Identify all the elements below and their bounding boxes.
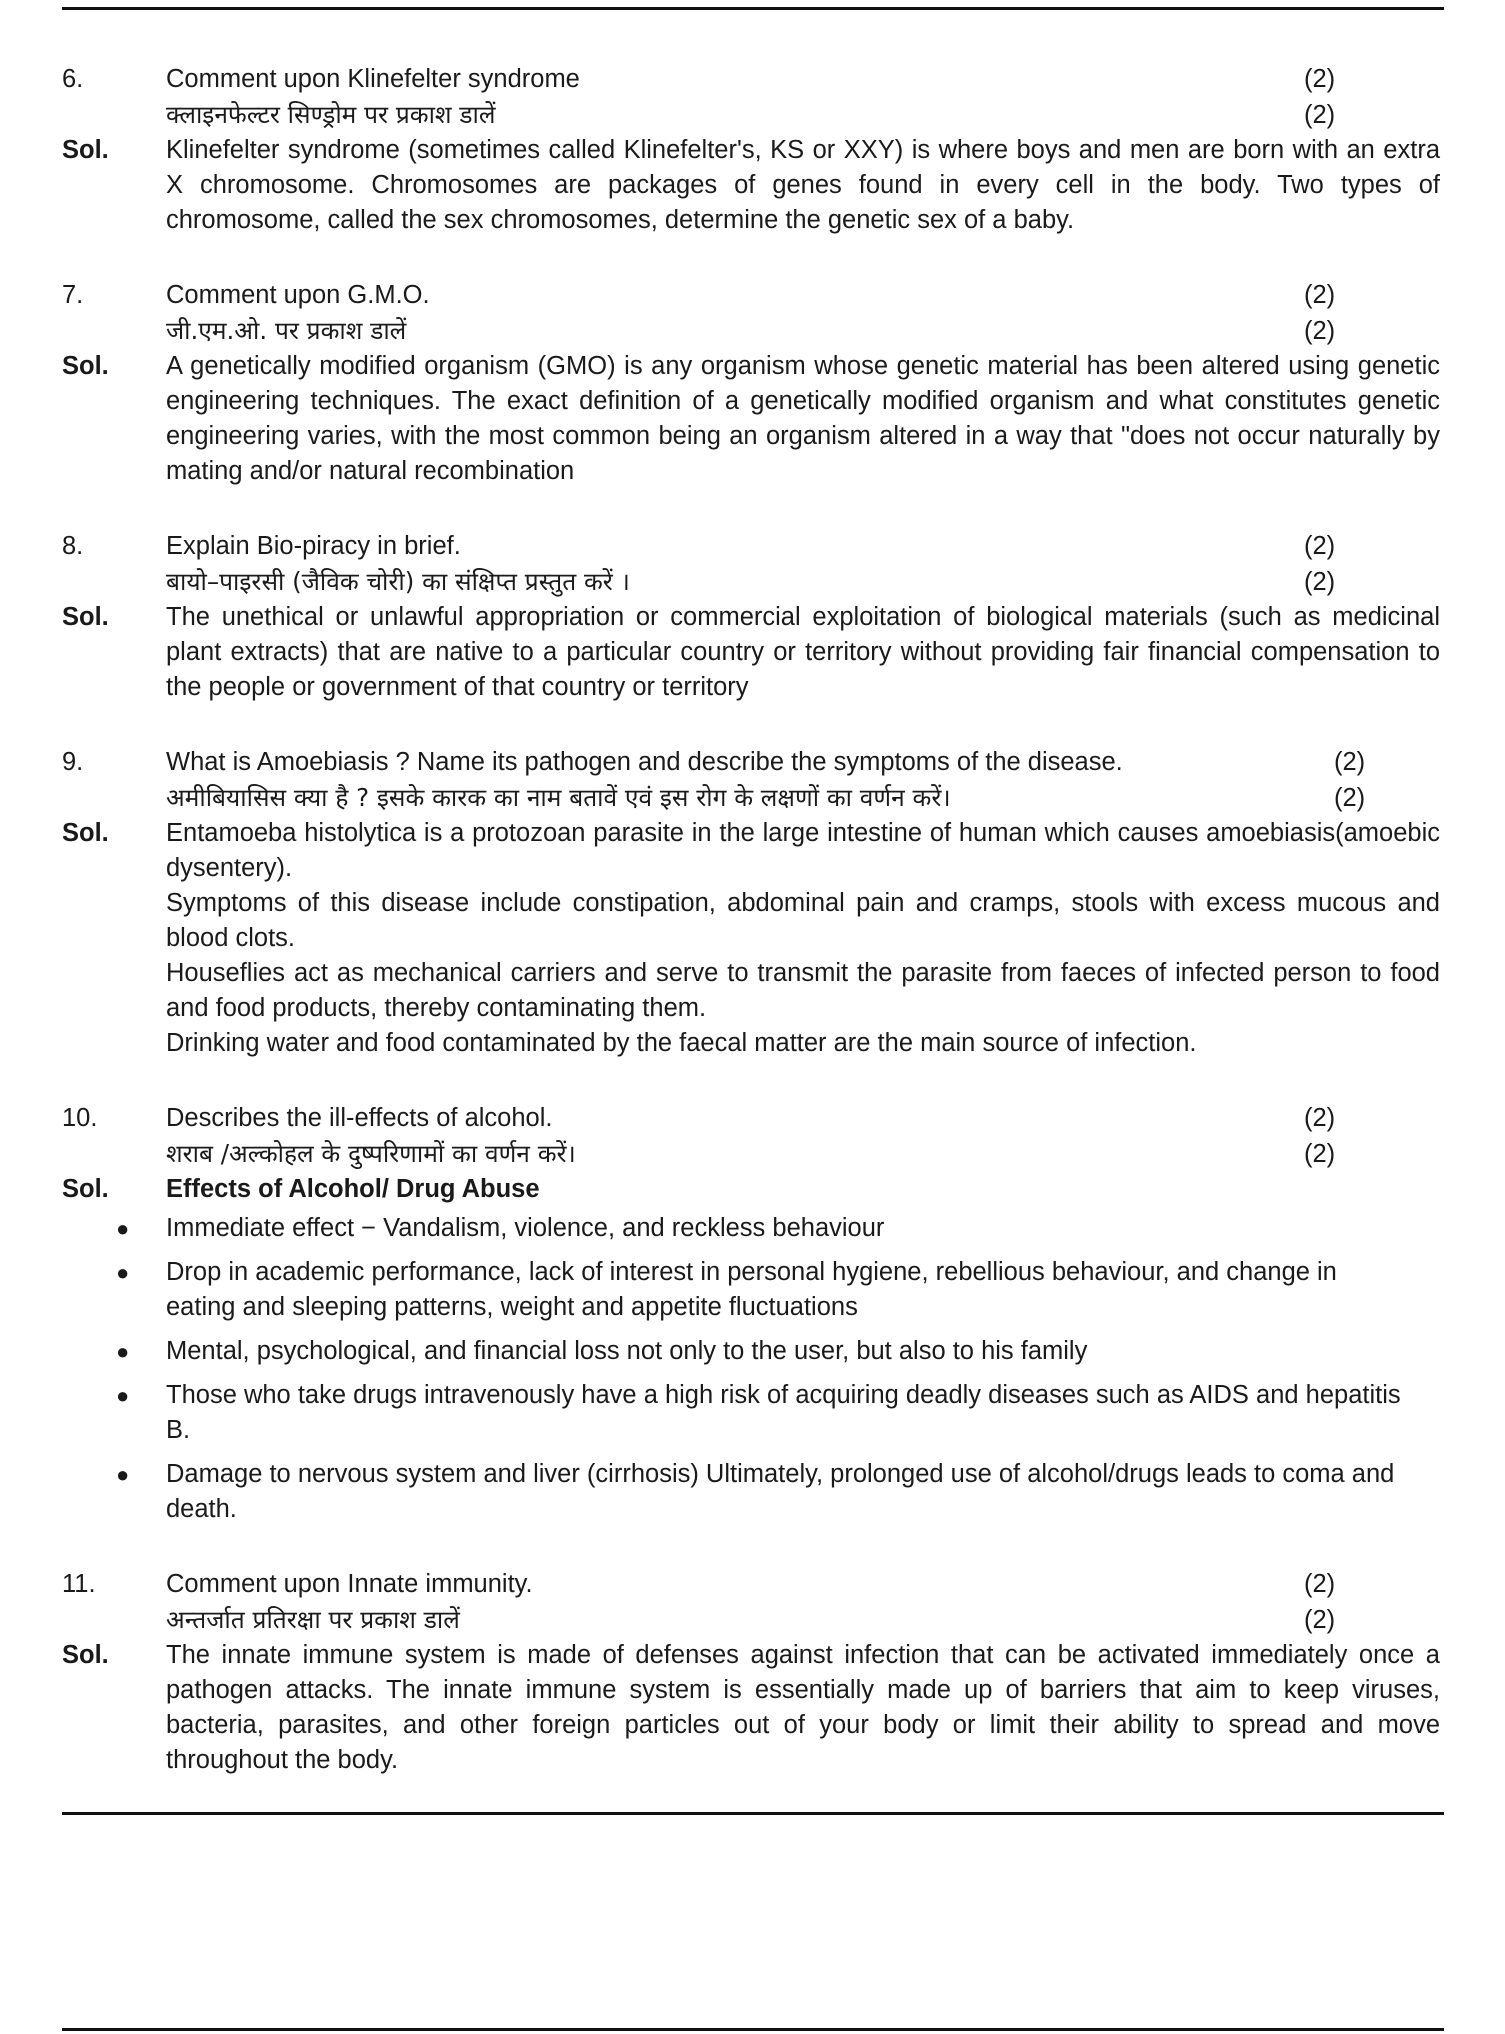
bullet-icon: ●: [116, 1462, 130, 1487]
question-10: [62, 1101, 1442, 1527]
solution-label: Sol.: [62, 352, 109, 380]
question-marks: (2): [1304, 65, 1336, 93]
list-item: ● Damage to nervous system and liver (cirrhosis) Ultimately, prolonged use of alcohol/drugs leads to coma and death.: [62, 1457, 1442, 1527]
question-text-hi: क्लाइनफेल्टर सिण्ड्रोम पर प्रकाश डालें: [166, 100, 496, 129]
solution-label: Sol.: [62, 819, 109, 847]
question-number: 10.: [62, 1104, 98, 1132]
solution-label: Sol.: [62, 1175, 109, 1203]
list-item: ● Immediate effect − Vandalism, violence, and reckless behaviour: [62, 1211, 1442, 1246]
question-text-en: Comment upon Klinefelter syndrome: [166, 65, 580, 93]
solution-body: [166, 1638, 1442, 1778]
solution-paragraph: Klinefelter syndrome (sometimes called Klinefelter's, KS or XXY) is where boys and men are born with an extra X chromosome. Chromosomes are packages of genes found in every cell in the body. Two types of chromosome, called the sex chromosomes, determine the genetic sex of a baby.: [166, 136, 1440, 234]
question-text-hi: अन्तर्जात प्रतिरक्षा पर प्रकाश डालें: [166, 1605, 460, 1634]
question-11: [62, 1567, 1442, 1778]
question-list: [62, 62, 1442, 1818]
question-number: 9.: [62, 748, 84, 776]
question-text-en: Comment upon Innate immunity.: [166, 1570, 533, 1598]
question-number: 8.: [62, 532, 84, 560]
question-6: [62, 62, 1442, 238]
solution-paragraph: Drinking water and food contaminated by the faecal matter are the main source of infection.: [166, 1029, 1197, 1057]
bullet-icon: ●: [116, 1260, 130, 1285]
solution-paragraph: The innate immune system is made of defenses against infection that can be activated immediately once a pathogen attacks. The innate immune system is essentially made up of barriers that aim to keep viruses, bacteria, parasites, and other foreign particles out of your body or limit their ability to spread and move throughout the body.: [166, 1641, 1440, 1774]
question-7: [62, 278, 1442, 489]
question-marks-hi: (2): [1304, 568, 1336, 596]
solution-body: [166, 1172, 1442, 1207]
question-marks-hi: (2): [1304, 1140, 1336, 1168]
question-text-en: Describes the ill-effects of alcohol.: [166, 1104, 553, 1132]
solution-heading: Effects of Alcohol/ Drug Abuse: [166, 1175, 540, 1203]
list-item: ● Those who take drugs intravenously have a high risk of acquiring deadly diseases such as AIDS and hepatitis B.: [62, 1378, 1442, 1448]
bullet-icon: ●: [116, 1216, 130, 1241]
solution-body: [166, 816, 1442, 1061]
question-text-en: Comment upon G.M.O.: [166, 281, 430, 309]
question-marks: (2): [1304, 281, 1336, 309]
bullet-icon: ●: [116, 1383, 130, 1408]
bottom-rule: [62, 2028, 1444, 2031]
question-marks-hi: (2): [1334, 784, 1366, 812]
bullet-icon: ●: [116, 1339, 130, 1364]
list-item: ● Drop in academic performance, lack of interest in personal hygiene, rebellious behaviour, and change in eating and sleeping patterns, weight and appetite fluctuations: [62, 1255, 1442, 1325]
solution-label: Sol.: [62, 136, 109, 164]
question-9: [62, 745, 1442, 1061]
question-marks: (2): [1304, 1104, 1336, 1132]
question-text-en: Explain Bio-piracy in brief.: [166, 532, 461, 560]
question-text-hi: बायो–पाइरसी (जैविक चोरी) का संक्षिप्त प्रस्तुत करें ।: [166, 567, 630, 596]
solution-paragraph: Houseflies act as mechanical carriers and serve to transmit the parasite from faeces of infected person to food and food products, thereby contaminating them.: [166, 959, 1440, 1022]
question-marks: (2): [1304, 532, 1336, 560]
solution-body: [166, 349, 1442, 489]
question-number: 7.: [62, 281, 84, 309]
question-marks: (2): [1304, 1570, 1336, 1598]
solution-paragraph: The unethical or unlawful appropriation or commercial exploitation of biological materials (such as medicinal plant extracts) that are native to a particular country or territory without providing fair financial compensation to the people or government of that country or territory: [166, 603, 1440, 701]
effects-list: [62, 1211, 1442, 1527]
question-text-hi: शराब /अल्कोहल के दुष्परिणामों का वर्णन करें।: [166, 1139, 576, 1168]
top-rule: [62, 7, 1444, 10]
solution-body: [166, 600, 1442, 705]
question-number: 11.: [62, 1570, 96, 1598]
solution-body: [166, 133, 1442, 238]
solution-label: Sol.: [62, 603, 109, 631]
question-marks-hi: (2): [1304, 317, 1336, 345]
question-8: [62, 529, 1442, 705]
section-end-rule: [62, 1812, 1444, 1815]
question-marks-hi: (2): [1304, 101, 1336, 129]
question-text-hi: जी.एम.ओ. पर प्रकाश डालें: [166, 316, 407, 345]
question-marks: (2): [1334, 748, 1366, 776]
question-marks-hi: (2): [1304, 1606, 1336, 1634]
solution-paragraph: Entamoeba histolytica is a protozoan parasite in the large intestine of human which causes amoebiasis(amoebic dysentery).: [166, 819, 1440, 882]
question-number: 6.: [62, 65, 84, 93]
solution-paragraph: A genetically modified organism (GMO) is any organism whose genetic material has been altered using genetic engineering techniques. The exact definition of a genetically modified organism and what constitutes genetic engineering varies, with the most common being an organism altered in a way that "does not occur naturally by mating and/or natural recombination: [166, 352, 1440, 485]
question-text-hi: अमीबियासिस क्या है ? इसके कारक का नाम बतावें एवं इस रोग के लक्षणों का वर्णन करें।: [166, 783, 951, 812]
solution-label: Sol.: [62, 1641, 109, 1669]
list-item: ● Mental, psychological, and financial loss not only to the user, but also to his family: [62, 1334, 1442, 1369]
question-text-en: What is Amoebiasis ? Name its pathogen and describe the symptoms of the disease.: [166, 748, 1123, 776]
solution-paragraph: Symptoms of this disease include constipation, abdominal pain and cramps, stools with excess mucous and blood clots.: [166, 889, 1440, 952]
